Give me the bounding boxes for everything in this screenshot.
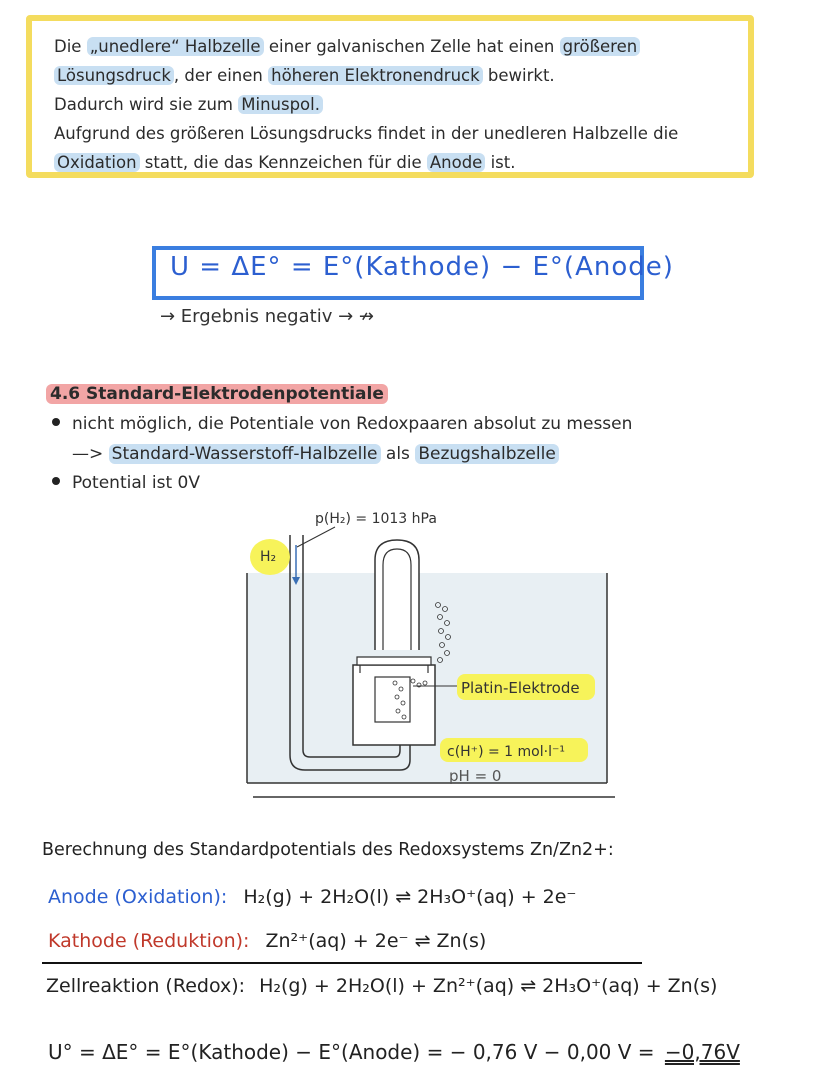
- ph-label: pH = 0: [449, 767, 502, 785]
- highlight-groesseren: größeren: [560, 37, 641, 56]
- highlight-elektronendruck: höheren Elektronendruck: [268, 66, 483, 85]
- summary-line-5: Oxidation statt, die das Kennzeichen für die Anode ist.: [54, 149, 515, 177]
- u-result: −0,76V: [664, 1040, 740, 1064]
- zell-label: Zellreaktion (Redox):: [46, 975, 246, 997]
- kathode-equation-line: [48, 930, 486, 952]
- h2-label: H₂: [260, 549, 277, 565]
- bullet-arrow-line: —> Standard-Wasserstoff-Halbzelle als Bezugshalbzelle: [72, 444, 559, 464]
- bullet-item-1: nicht möglich, die Potentiale von Redoxpaaren absolut zu messen: [52, 414, 632, 434]
- highlight-minuspol: Minuspol.: [238, 95, 323, 114]
- anode-label: Anode (Oxidation):: [48, 886, 228, 908]
- separator-line: [42, 962, 642, 964]
- ergebnis-note: → Ergebnis negativ → ↛: [160, 306, 374, 327]
- summary-line-1: Die „unedlere“ Halbzelle einer galvanischen Zelle hat einen größeren: [54, 33, 640, 61]
- u-equation: U° = ΔE° = E°(Kathode) − E°(Anode) = − 0,76 V − 0,00 V =: [48, 1040, 655, 1064]
- kathode-equation: Zn²⁺(aq) + 2e⁻ ⇌ Zn(s): [265, 930, 487, 952]
- summary-line-2: Lösungsdruck , der einen höheren Elektronendruck bewirkt.: [54, 62, 555, 90]
- highlight-anode: Anode: [427, 153, 485, 172]
- hydrogen-electrode-diagram: [235, 505, 615, 805]
- highlight-unedlere: „unedlere“ Halbzelle: [87, 37, 264, 56]
- concentration-label: c(H⁺) = 1 mol·l⁻¹: [447, 744, 565, 760]
- bullet-dot: [52, 477, 60, 485]
- highlight-oxidation: Oxidation: [54, 153, 140, 172]
- highlight-loesungsdruck: Lösungsdruck: [54, 66, 174, 85]
- summary-box: [26, 15, 754, 178]
- platin-label: Platin-Elektrode: [461, 679, 580, 697]
- summary-line-4: Aufgrund des größeren Lösungsdrucks findet in der unedleren Halbzelle die: [54, 124, 679, 143]
- anode-equation-line: [48, 886, 576, 908]
- bullet-dot: [52, 418, 60, 426]
- pressure-label: p(H₂) = 1013 hPa: [315, 511, 437, 527]
- kathode-label: Kathode (Reduktion):: [48, 930, 250, 952]
- section-title: 4.6 Standard-Elektrodenpotentiale: [46, 384, 388, 404]
- calculation-title: Berechnung des Standardpotentials des Redoxsystems Zn/Zn2+:: [42, 840, 614, 860]
- bullet-item-2: Potential ist 0V: [52, 473, 200, 493]
- highlight-standard-wasserstoff: Standard-Wasserstoff-Halbzelle: [109, 444, 381, 464]
- zellreaktion-line: [46, 975, 717, 997]
- anode-equation: H₂(g) + 2H₂O(l) ⇌ 2H₃O⁺(aq) + 2e⁻: [243, 886, 577, 908]
- zell-equation: H₂(g) + 2H₂O(l) + Zn²⁺(aq) ⇌ 2H₃O⁺(aq) + Zn(s): [259, 975, 718, 997]
- u-calculation-line: [48, 1040, 740, 1064]
- summary-line-3: Dadurch wird sie zum Minuspol.: [54, 91, 323, 119]
- formula-text: U = ΔE° = E°(Kathode) − E°(Anode): [170, 252, 674, 282]
- highlight-bezugshalbzelle: Bezugshalbzelle: [415, 444, 558, 464]
